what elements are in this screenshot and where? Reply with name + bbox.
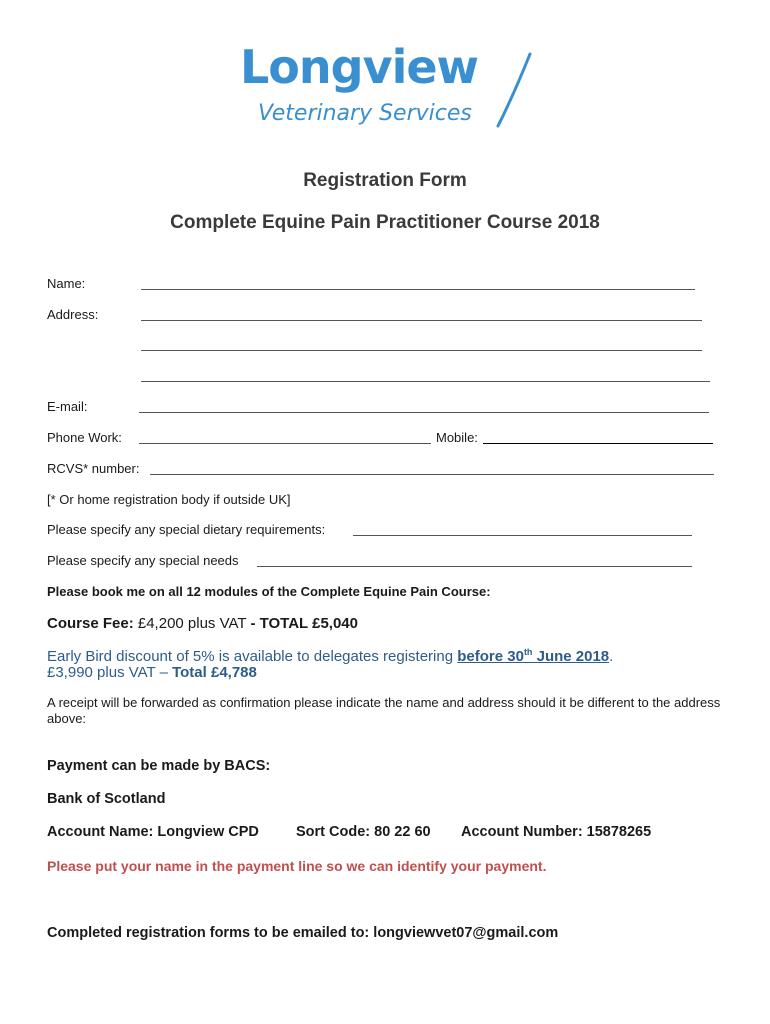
course-fee-total: - TOTAL £5,040 (250, 615, 358, 632)
payment-heading: Payment can be made by BACS: (47, 758, 271, 774)
special-needs-field[interactable] (257, 566, 692, 567)
dietary-field[interactable] (353, 535, 692, 536)
rcvs-field[interactable] (150, 474, 714, 475)
phone-work-label: Phone Work: (47, 430, 122, 445)
dietary-label: Please specify any special dietary requirements: (47, 522, 326, 537)
early-bird-period: . (609, 648, 614, 665)
name-field[interactable] (141, 289, 695, 290)
address-field-line-1[interactable] (141, 320, 702, 321)
course-fee-label: Course Fee: (47, 615, 134, 632)
address-field-line-2[interactable] (141, 350, 702, 351)
special-needs-label: Please specify any special needs (47, 553, 239, 568)
form-title: Registration Form (303, 170, 467, 191)
payment-reference-note: Please put your name in the payment line so we can identify your payment. (47, 858, 547, 874)
email-instruction: Completed registration forms to be emailed to: longviewvet07@gmail.com (47, 925, 559, 941)
phone-work-field[interactable] (139, 443, 431, 444)
course-fee (47, 615, 358, 632)
mobile-field[interactable] (483, 443, 713, 444)
early-bird-text: Early Bird discount of 5% is available to delegates registering (47, 648, 458, 665)
early-bird-date: June 2018 (532, 648, 610, 665)
booking-statement: Please book me on all 12 modules of the Complete Equine Pain Course: (47, 584, 491, 599)
receipt-note: A receipt will be forwarded as confirmation please indicate the name and address should it be different to the address above: (47, 695, 721, 726)
early-bird-deadline (457, 648, 609, 665)
bank-name: Bank of Scotland (47, 791, 166, 807)
email-label: E-mail: (47, 399, 88, 414)
course-title: Complete Equine Pain Practitioner Course 2018 (170, 212, 600, 233)
mobile-label: Mobile: (436, 430, 478, 445)
address-label: Address: (47, 307, 99, 322)
course-fee-amount: £4,200 plus VAT (133, 615, 251, 632)
logo-swoosh-icon (490, 50, 535, 130)
address-field-line-3[interactable] (141, 381, 710, 382)
account-name: Account Name: Longview CPD (47, 824, 259, 840)
name-label: Name: (47, 276, 86, 291)
early-bird-notice (47, 647, 613, 665)
account-number: Account Number: 15878265 (461, 824, 652, 840)
email-field[interactable] (139, 412, 709, 413)
rcvs-label: RCVS* number: (47, 461, 140, 476)
early-bird-total: Total £4,788 (172, 664, 257, 681)
logo-wordmark: Longview (240, 40, 479, 94)
early-bird-price-text: £3,990 plus VAT – (47, 664, 173, 681)
early-bird-sup: th (523, 647, 533, 657)
early-bird-before: before 30 (457, 648, 524, 665)
early-bird-price (47, 664, 257, 681)
logo-subtitle: Veterinary Services (258, 101, 472, 126)
rcvs-note: [* Or home registration body if outside UK] (47, 492, 291, 507)
sort-code: Sort Code: 80 22 60 (296, 824, 431, 840)
